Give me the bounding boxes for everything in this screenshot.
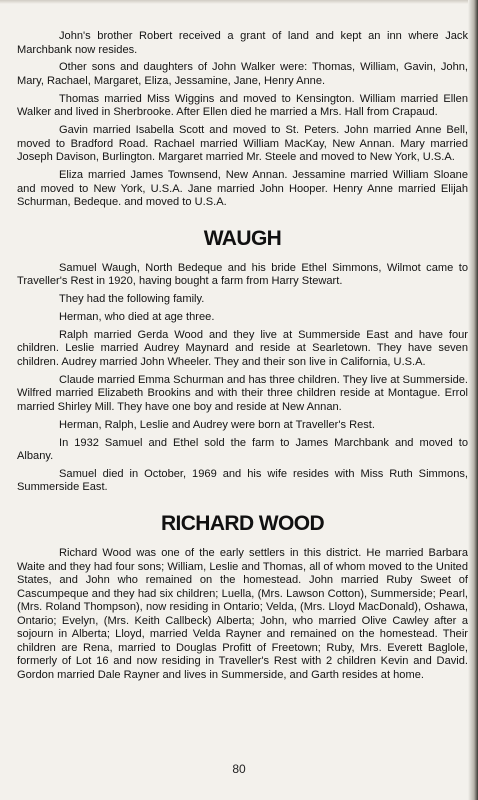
page-top-shadow [0,0,478,4]
page-edge-shadow [468,0,478,800]
page-number: 80 [232,762,246,776]
walker-section [17,30,468,210]
section-heading-waugh: WAUGH [203,226,282,250]
paragraph: Herman, who died at age three. [59,310,215,323]
paragraph: Richard Wood was one of the early settlers in this district. He married Barbara Waite and they had four sons; William, Leslie and Thomas, all of whom moved to the United States, and John who remained on the homestead. John married Ruby Sweet of Cascumpeque and they had six children; Luella, (Mrs. Lawson Cotton), Summerside; Pearl, (Mrs. Roland Thompson), now residing in Ontario; Velda, (Mrs. Lloyd MacDonald), Oshawa, Ontario; Evelyn, (Mrs. Keith Callbeck) Alberta; John, who married Olive Cawley after a sojourn in Alberta; Lloyd, married Velda Rayner and remained on the homestead. Their children are Rena, married to Douglas Profitt of Freetown; Ruby, Mrs. Everett Baglole, formerly of Lot 16 and now residing in Traveller's Rest with 2 children Kevin and David. Gordon married Dale Rayner and lives in Summerside, and Garth resides at home. [17,547,468,681]
paragraph: Eliza married James Townsend, New Annan. Jessamine married William Sloane and moved to New York, U.S.A. Jane married John Hooper. Henry Anne married Elijah Schurman, Bedeque. and moved to U.S.A. [17,169,468,209]
document-page [17,30,468,687]
paragraph: Samuel died in October, 1969 and his wife resides with Miss Ruth Simmons, Summerside East. [17,467,468,494]
paragraph: Samuel Waugh, North Bedeque and his bride Ethel Simmons, Wilmot came to Traveller's Rest in 1920, having bought a farm from Harry Stewart. [17,261,468,288]
paragraph: In 1932 Samuel and Ethel sold the farm to James Marchbank and moved to Albany. [17,436,468,463]
richard-wood-section [17,512,468,682]
paragraph: Ralph married Gerda Wood and they live at Summerside East and have four children. Leslie married Audrey Maynard and reside at Searletown. They have seven children. Audrey married John Wheeler. They and their son live in California, U.S.A. [17,328,468,368]
paragraph: John's brother Robert received a grant of land and kept an inn where Jack Marchbank now resides. [17,30,468,56]
waugh-section [17,227,468,495]
paragraph: Herman, Ralph, Leslie and Audrey were born at Traveller's Rest. [59,418,375,431]
section-heading-richard-wood: RICHARD WOOD [160,512,325,536]
paragraph: They had the following family. [59,293,205,306]
paragraph: Other sons and daughters of John Walker were: Thomas, William, Gavin, John, Mary, Rachael, Margaret, Eliza, Jessamine, Jane, Henry Anne. [17,61,468,87]
paragraph: Gavin married Isabella Scott and moved to St. Peters. John married Anne Bell, moved to Bradford Road. Rachael married William MacKay, New Annan. Mary married Joseph Davison, Burlington. Margaret married Mr. Steele and moved to New York, U.S.A. [17,124,468,164]
paragraph: Claude married Emma Schurman and has three children. They live at Summerside. Wilfred married Elizabeth Brookins and with their three children reside at Montague. Errol married Shirley Mill. They have one boy and reside at New Annan. [17,373,468,413]
paragraph: Thomas married Miss Wiggins and moved to Kensington. William married Ellen Walker and lived in Sherbrooke. After Ellen died he married a Mrs. Hall from Crapaud. [17,92,468,119]
